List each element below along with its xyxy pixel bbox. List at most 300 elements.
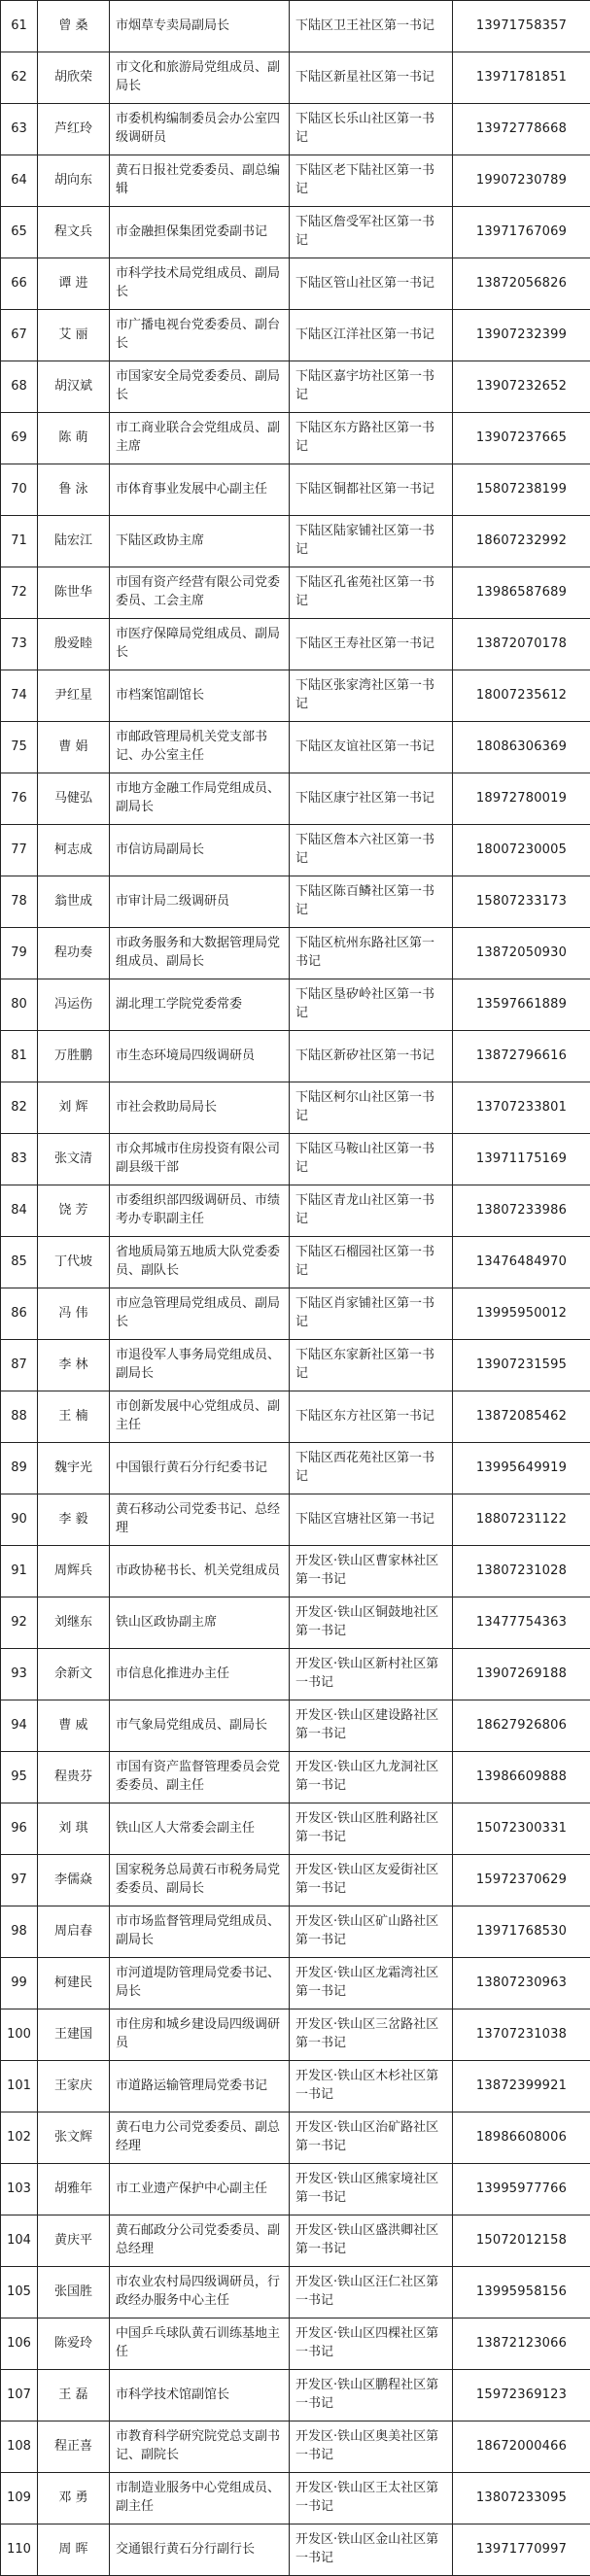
name-cell: 陈爱玲 <box>38 2318 110 2370</box>
row-number-cell: 72 <box>1 567 38 619</box>
name-cell: 陆宏江 <box>38 516 110 567</box>
position-cell: 市科学技术局党组成员、副局长 <box>110 258 290 310</box>
table-row <box>1 2370 590 2421</box>
table-row <box>1 1082 590 1134</box>
assigned-community-cell: 开发区·铁山区熊家境社区第一书记 <box>290 2164 453 2215</box>
name-cell: 胡欣荣 <box>38 52 110 104</box>
table-row <box>1 1340 590 1391</box>
position-cell: 市国家安全局党委委员、副局长 <box>110 361 290 413</box>
name-cell: 殷爱睦 <box>38 619 110 670</box>
phone-cell: 13971768530 <box>453 1906 590 1958</box>
position-cell: 市政协秘书长、机关党组成员 <box>110 1546 290 1597</box>
table-row <box>1 979 590 1031</box>
assigned-community-cell: 下陆区嘉宇坊社区第一书记 <box>290 361 453 413</box>
table-row <box>1 1134 590 1185</box>
position-cell: 市科学技术馆副馆长 <box>110 2370 290 2421</box>
name-cell: 魏宇光 <box>38 1443 110 1494</box>
position-cell: 市生态环境局四级调研员 <box>110 1031 290 1082</box>
name-cell: 程文兵 <box>38 207 110 258</box>
phone-cell: 13872050930 <box>453 928 590 979</box>
table-row <box>1 1752 590 1803</box>
phone-cell: 15807238199 <box>453 464 590 516</box>
table-row <box>1 1597 590 1649</box>
assigned-community-cell: 下陆区王寿社区第一书记 <box>290 619 453 670</box>
phone-cell: 13995649919 <box>453 1443 590 1494</box>
row-number-cell: 91 <box>1 1546 38 1597</box>
name-cell: 李 林 <box>38 1340 110 1391</box>
phone-cell: 13872123066 <box>453 2318 590 2370</box>
assigned-community-cell: 下陆区詹本六社区第一书记 <box>290 825 453 876</box>
name-cell: 程正喜 <box>38 2421 110 2473</box>
position-cell: 黄石移动公司党委书记、总经理 <box>110 1494 290 1546</box>
position-cell: 市众邦城市住房投资有限公司副县级干部 <box>110 1134 290 1185</box>
row-number-cell: 86 <box>1 1288 38 1340</box>
name-cell: 王 磊 <box>38 2370 110 2421</box>
row-number-cell: 62 <box>1 52 38 104</box>
name-cell: 王家庆 <box>38 2061 110 2112</box>
position-cell: 市制造业服务中心党组成员、副主任 <box>110 2473 290 2524</box>
position-cell: 市金融担保集团党委副书记 <box>110 207 290 258</box>
assigned-community-cell: 开发区·铁山区治矿路社区第一书记 <box>290 2112 453 2164</box>
table-row <box>1 1906 590 1958</box>
name-cell: 刘继东 <box>38 1597 110 1649</box>
position-cell: 省地质局第五地质大队党委委员、副队长 <box>110 1237 290 1288</box>
name-cell: 程功奏 <box>38 928 110 979</box>
name-cell: 胡雅年 <box>38 2164 110 2215</box>
row-number-cell: 90 <box>1 1494 38 1546</box>
phone-cell: 13971767069 <box>453 207 590 258</box>
assigned-community-cell: 开发区·铁山区三岔路社区第一书记 <box>290 2009 453 2061</box>
phone-cell: 18007235612 <box>453 670 590 722</box>
assigned-community-cell: 下陆区东家新社区第一书记 <box>290 1340 453 1391</box>
assigned-community-cell: 开发区·铁山区矿山路社区第一书记 <box>290 1906 453 1958</box>
position-cell: 市农业农村局四级调研员，行政经办服务中心主任 <box>110 2267 290 2318</box>
position-cell: 市烟草专卖局副局长 <box>110 1 290 52</box>
row-number-cell: 106 <box>1 2318 38 2370</box>
phone-cell: 13971758357 <box>453 1 590 52</box>
assigned-community-cell: 开发区·铁山区九龙洞社区第一书记 <box>290 1752 453 1803</box>
name-cell: 丁代坡 <box>38 1237 110 1288</box>
phone-cell: 18607232992 <box>453 516 590 567</box>
position-cell: 市住房和城乡建设局四级调研员 <box>110 2009 290 2061</box>
table-row <box>1 310 590 361</box>
row-number-cell: 96 <box>1 1803 38 1855</box>
row-number-cell: 76 <box>1 773 38 825</box>
position-cell: 下陆区政协主席 <box>110 516 290 567</box>
phone-cell: 18007230005 <box>453 825 590 876</box>
assigned-community-cell: 开发区·铁山区建设路社区第一书记 <box>290 1700 453 1752</box>
position-cell: 市道路运输管理局党委书记 <box>110 2061 290 2112</box>
table-row <box>1 207 590 258</box>
table-row <box>1 1855 590 1906</box>
phone-cell: 19907230789 <box>453 155 590 207</box>
phone-cell: 13807231028 <box>453 1546 590 1597</box>
row-number-cell: 99 <box>1 1958 38 2009</box>
table-row <box>1 928 590 979</box>
assigned-community-cell: 下陆区友谊社区第一书记 <box>290 722 453 773</box>
position-cell: 市创新发展中心党组成员、副主任 <box>110 1391 290 1443</box>
phone-cell: 13872070178 <box>453 619 590 670</box>
table-row <box>1 464 590 516</box>
position-cell: 市医疗保障局党组成员、副局长 <box>110 619 290 670</box>
table-row <box>1 2112 590 2164</box>
row-number-cell: 80 <box>1 979 38 1031</box>
table-row <box>1 2524 590 2576</box>
position-cell: 市信访局副局长 <box>110 825 290 876</box>
assigned-community-cell: 下陆区詹受军社区第一书记 <box>290 207 453 258</box>
phone-cell: 13907231595 <box>453 1340 590 1391</box>
position-cell: 铁山区政协副主席 <box>110 1597 290 1649</box>
row-number-cell: 81 <box>1 1031 38 1082</box>
assigned-community-cell: 开发区·铁山区龙霜湾社区第一书记 <box>290 1958 453 2009</box>
position-cell: 市工业遗产保护中心副主任 <box>110 2164 290 2215</box>
name-cell: 刘 辉 <box>38 1082 110 1134</box>
name-cell: 李儒焱 <box>38 1855 110 1906</box>
phone-cell: 15972370629 <box>453 1855 590 1906</box>
row-number-cell: 65 <box>1 207 38 258</box>
name-cell: 陈 萌 <box>38 413 110 464</box>
phone-cell: 18627926806 <box>453 1700 590 1752</box>
assigned-community-cell: 下陆区肖家铺社区第一书记 <box>290 1288 453 1340</box>
row-number-cell: 97 <box>1 1855 38 1906</box>
name-cell: 冯 伟 <box>38 1288 110 1340</box>
phone-cell: 13872399921 <box>453 2061 590 2112</box>
table-row <box>1 104 590 155</box>
name-cell: 黄庆平 <box>38 2215 110 2267</box>
phone-cell: 13872085462 <box>453 1391 590 1443</box>
phone-cell: 13807230963 <box>453 1958 590 2009</box>
table-row <box>1 1185 590 1237</box>
row-number-cell: 64 <box>1 155 38 207</box>
name-cell: 张文辉 <box>38 2112 110 2164</box>
phone-cell: 13986587689 <box>453 567 590 619</box>
table-row <box>1 258 590 310</box>
name-cell: 万胜鹏 <box>38 1031 110 1082</box>
assigned-community-cell: 下陆区铜都社区第一书记 <box>290 464 453 516</box>
assigned-community-cell: 下陆区管山社区第一书记 <box>290 258 453 310</box>
phone-cell: 13907232399 <box>453 310 590 361</box>
phone-cell: 13971770997 <box>453 2524 590 2576</box>
name-cell: 鲁 泳 <box>38 464 110 516</box>
assigned-community-cell: 开发区·铁山区新村社区第一书记 <box>290 1649 453 1700</box>
assigned-community-cell: 下陆区孔雀苑社区第一书记 <box>290 567 453 619</box>
assigned-community-cell: 开发区·铁山区四棵社区第一书记 <box>290 2318 453 2370</box>
name-cell: 李 毅 <box>38 1494 110 1546</box>
name-cell: 周辉兵 <box>38 1546 110 1597</box>
table-row <box>1 1391 590 1443</box>
row-number-cell: 74 <box>1 670 38 722</box>
position-cell: 市教育科学研究院党总支副书记、副院长 <box>110 2421 290 2473</box>
name-cell: 谭 进 <box>38 258 110 310</box>
table-row <box>1 1958 590 2009</box>
table-row <box>1 619 590 670</box>
name-cell: 程贵芬 <box>38 1752 110 1803</box>
assigned-community-cell: 下陆区新星社区第一书记 <box>290 52 453 104</box>
position-cell: 市委组织部四级调研员、市绩考办专职副主任 <box>110 1185 290 1237</box>
phone-cell: 18807231122 <box>453 1494 590 1546</box>
assigned-community-cell: 下陆区马鞍山社区第一书记 <box>290 1134 453 1185</box>
position-cell: 市国有资产经营有限公司党委委员、工会主席 <box>110 567 290 619</box>
position-cell: 交通银行黄石分行副行长 <box>110 2524 290 2576</box>
phone-cell: 13807233095 <box>453 2473 590 2524</box>
row-number-cell: 110 <box>1 2524 38 2576</box>
table-row <box>1 516 590 567</box>
assigned-community-cell: 开发区·铁山区汪仁社区第一书记 <box>290 2267 453 2318</box>
position-cell: 黄石日报社党委委员、副总编辑 <box>110 155 290 207</box>
row-number-cell: 92 <box>1 1597 38 1649</box>
name-cell: 王 楠 <box>38 1391 110 1443</box>
phone-cell: 18986608006 <box>453 2112 590 2164</box>
row-number-cell: 87 <box>1 1340 38 1391</box>
assigned-community-cell: 开发区·铁山区奥美社区第一书记 <box>290 2421 453 2473</box>
assigned-community-cell: 下陆区陈百鳞社区第一书记 <box>290 876 453 928</box>
phone-cell: 15072012158 <box>453 2215 590 2267</box>
position-cell: 市信息化推进办主任 <box>110 1649 290 1700</box>
assigned-community-cell: 开发区·铁山区铜鼓地社区第一书记 <box>290 1597 453 1649</box>
name-cell: 曹 威 <box>38 1700 110 1752</box>
row-number-cell: 73 <box>1 619 38 670</box>
position-cell: 黄石电力公司党委委员、副总经理 <box>110 2112 290 2164</box>
table-row <box>1 825 590 876</box>
position-cell: 市地方金融工作局党组成员、副局长 <box>110 773 290 825</box>
position-cell: 市退役军人事务局党组成员、副局长 <box>110 1340 290 1391</box>
row-number-cell: 103 <box>1 2164 38 2215</box>
assigned-community-cell: 下陆区垦矽岭社区第一书记 <box>290 979 453 1031</box>
phone-cell: 13972778668 <box>453 104 590 155</box>
table-row <box>1 155 590 207</box>
row-number-cell: 61 <box>1 1 38 52</box>
row-number-cell: 108 <box>1 2421 38 2473</box>
name-cell: 周启春 <box>38 1906 110 1958</box>
name-cell: 刘 琪 <box>38 1803 110 1855</box>
assigned-community-cell: 开发区·铁山区木杉社区第一书记 <box>290 2061 453 2112</box>
name-cell: 冯运伤 <box>38 979 110 1031</box>
phone-cell: 13995950012 <box>453 1288 590 1340</box>
assigned-community-cell: 开发区·铁山区友爱街社区第一书记 <box>290 1855 453 1906</box>
roster-body <box>1 1 590 2576</box>
phone-cell: 13477754363 <box>453 1597 590 1649</box>
row-number-cell: 79 <box>1 928 38 979</box>
phone-cell: 18086306369 <box>453 722 590 773</box>
phone-cell: 13995958156 <box>453 2267 590 2318</box>
row-number-cell: 93 <box>1 1649 38 1700</box>
row-number-cell: 70 <box>1 464 38 516</box>
phone-cell: 13986609888 <box>453 1752 590 1803</box>
phone-cell: 15807233173 <box>453 876 590 928</box>
phone-cell: 13476484970 <box>453 1237 590 1288</box>
assigned-community-cell: 下陆区江洋社区第一书记 <box>290 310 453 361</box>
row-number-cell: 100 <box>1 2009 38 2061</box>
table-row <box>1 567 590 619</box>
position-cell: 市气象局党组成员、副局长 <box>110 1700 290 1752</box>
row-number-cell: 71 <box>1 516 38 567</box>
table-row <box>1 2421 590 2473</box>
name-cell: 胡汉斌 <box>38 361 110 413</box>
row-number-cell: 101 <box>1 2061 38 2112</box>
phone-cell: 13597661889 <box>453 979 590 1031</box>
row-number-cell: 82 <box>1 1082 38 1134</box>
assigned-community-cell: 下陆区张家湾社区第一书记 <box>290 670 453 722</box>
position-cell: 市市场监督管理局党组成员、副局长 <box>110 1906 290 1958</box>
assigned-community-cell: 下陆区柯尔山社区第一书记 <box>290 1082 453 1134</box>
name-cell: 余新文 <box>38 1649 110 1700</box>
name-cell: 邓 勇 <box>38 2473 110 2524</box>
row-number-cell: 75 <box>1 722 38 773</box>
assigned-community-cell: 下陆区卫王社区第一书记 <box>290 1 453 52</box>
position-cell: 市邮政管理局机关党支部书记、办公室主任 <box>110 722 290 773</box>
position-cell: 市档案馆副馆长 <box>110 670 290 722</box>
assigned-community-cell: 下陆区新矽社区第一书记 <box>290 1031 453 1082</box>
row-number-cell: 85 <box>1 1237 38 1288</box>
position-cell: 黄石邮政分公司党委委员、副总经理 <box>110 2215 290 2267</box>
phone-cell: 13872796616 <box>453 1031 590 1082</box>
phone-cell: 15972369123 <box>453 2370 590 2421</box>
assigned-community-cell: 下陆区青龙山社区第一书记 <box>290 1185 453 1237</box>
row-number-cell: 94 <box>1 1700 38 1752</box>
position-cell: 国家税务总局黄石市税务局党委委员、副局长 <box>110 1855 290 1906</box>
name-cell: 马健弘 <box>38 773 110 825</box>
position-cell: 市体育事业发展中心副主任 <box>110 464 290 516</box>
table-row <box>1 1700 590 1752</box>
table-row <box>1 876 590 928</box>
position-cell: 市委机构编制委员会办公室四级调研员 <box>110 104 290 155</box>
table-row <box>1 722 590 773</box>
position-cell: 市审计局二级调研员 <box>110 876 290 928</box>
table-row <box>1 2473 590 2524</box>
table-row <box>1 1 590 52</box>
table-row <box>1 2267 590 2318</box>
phone-cell: 13971175169 <box>453 1134 590 1185</box>
table-row <box>1 1237 590 1288</box>
row-number-cell: 66 <box>1 258 38 310</box>
table-row <box>1 2009 590 2061</box>
assigned-community-cell: 开发区·铁山区胜利路社区第一书记 <box>290 1803 453 1855</box>
name-cell: 胡向东 <box>38 155 110 207</box>
row-number-cell: 98 <box>1 1906 38 1958</box>
phone-cell: 13907237665 <box>453 413 590 464</box>
row-number-cell: 83 <box>1 1134 38 1185</box>
name-cell: 柯建民 <box>38 1958 110 2009</box>
phone-cell: 18672000466 <box>453 2421 590 2473</box>
row-number-cell: 77 <box>1 825 38 876</box>
row-number-cell: 109 <box>1 2473 38 2524</box>
name-cell: 尹红星 <box>38 670 110 722</box>
assigned-community-cell: 下陆区杭州东路社区第一书记 <box>290 928 453 979</box>
row-number-cell: 95 <box>1 1752 38 1803</box>
assigned-community-cell: 下陆区西花苑社区第一书记 <box>290 1443 453 1494</box>
assigned-community-cell: 下陆区东方路社区第一书记 <box>290 413 453 464</box>
table-row <box>1 1803 590 1855</box>
assigned-community-cell: 下陆区康宁社区第一书记 <box>290 773 453 825</box>
table-row <box>1 1288 590 1340</box>
row-number-cell: 67 <box>1 310 38 361</box>
row-number-cell: 63 <box>1 104 38 155</box>
position-cell: 市河道堤防管理局党委书记、局长 <box>110 1958 290 2009</box>
position-cell: 市文化和旅游局党组成员、副局长 <box>110 52 290 104</box>
table-row <box>1 413 590 464</box>
assigned-community-cell: 下陆区宫塘社区第一书记 <box>290 1494 453 1546</box>
row-number-cell: 107 <box>1 2370 38 2421</box>
name-cell: 曹 娟 <box>38 722 110 773</box>
row-number-cell: 84 <box>1 1185 38 1237</box>
name-cell: 芦红玲 <box>38 104 110 155</box>
position-cell: 市广播电视台党委委员、副台长 <box>110 310 290 361</box>
position-cell: 市工商业联合会党组成员、副主席 <box>110 413 290 464</box>
table-row <box>1 2215 590 2267</box>
table-row <box>1 2061 590 2112</box>
name-cell: 张文清 <box>38 1134 110 1185</box>
assigned-community-cell: 开发区·铁山区鹏程社区第一书记 <box>290 2370 453 2421</box>
table-row <box>1 1443 590 1494</box>
table-row <box>1 52 590 104</box>
row-number-cell: 102 <box>1 2112 38 2164</box>
position-cell: 市社会救助局局长 <box>110 1082 290 1134</box>
assigned-community-cell: 下陆区东方社区第一书记 <box>290 1391 453 1443</box>
assigned-community-cell: 下陆区陆家铺社区第一书记 <box>290 516 453 567</box>
row-number-cell: 104 <box>1 2215 38 2267</box>
position-cell: 铁山区人大常委会副主任 <box>110 1803 290 1855</box>
name-cell: 曾 桑 <box>38 1 110 52</box>
table-row <box>1 2318 590 2370</box>
row-number-cell: 105 <box>1 2267 38 2318</box>
row-number-cell: 69 <box>1 413 38 464</box>
phone-cell: 13872056826 <box>453 258 590 310</box>
assigned-community-cell: 开发区·铁山区曹家林社区第一书记 <box>290 1546 453 1597</box>
name-cell: 张国胜 <box>38 2267 110 2318</box>
row-number-cell: 88 <box>1 1391 38 1443</box>
table-row <box>1 361 590 413</box>
row-number-cell: 78 <box>1 876 38 928</box>
position-cell: 市应急管理局党组成员、副局长 <box>110 1288 290 1340</box>
phone-cell: 13907232652 <box>453 361 590 413</box>
assigned-community-cell: 下陆区石榴园社区第一书记 <box>290 1237 453 1288</box>
row-number-cell: 89 <box>1 1443 38 1494</box>
table-row <box>1 1649 590 1700</box>
name-cell: 陈世华 <box>38 567 110 619</box>
position-cell: 中国银行黄石分行纪委书记 <box>110 1443 290 1494</box>
table-row <box>1 1031 590 1082</box>
table-row <box>1 670 590 722</box>
position-cell: 市国有资产监督管理委员会党委委员、副主任 <box>110 1752 290 1803</box>
phone-cell: 13807233986 <box>453 1185 590 1237</box>
assigned-community-cell: 下陆区长乐山社区第一书记 <box>290 104 453 155</box>
phone-cell: 15072300331 <box>453 1803 590 1855</box>
table-row <box>1 773 590 825</box>
row-number-cell: 68 <box>1 361 38 413</box>
assigned-community-cell: 开发区·铁山区盛洪卿社区第一书记 <box>290 2215 453 2267</box>
table-row <box>1 2164 590 2215</box>
phone-cell: 13907269188 <box>453 1649 590 1700</box>
assigned-community-cell: 下陆区老下陆社区第一书记 <box>290 155 453 207</box>
assigned-community-cell: 开发区·铁山区金山社区第一书记 <box>290 2524 453 2576</box>
name-cell: 饶 芳 <box>38 1185 110 1237</box>
phone-cell: 13971781851 <box>453 52 590 104</box>
phone-cell: 18972780019 <box>453 773 590 825</box>
position-cell: 中国乒乓球队黄石训练基地主任 <box>110 2318 290 2370</box>
name-cell: 翁世成 <box>38 876 110 928</box>
name-cell: 柯志成 <box>38 825 110 876</box>
table-row <box>1 1546 590 1597</box>
assigned-community-cell: 开发区·铁山区王太社区第一书记 <box>290 2473 453 2524</box>
table-row <box>1 1494 590 1546</box>
phone-cell: 13707231038 <box>453 2009 590 2061</box>
position-cell: 市政务服务和大数据管理局党组成员、副局长 <box>110 928 290 979</box>
name-cell: 周 晖 <box>38 2524 110 2576</box>
position-cell: 湖北理工学院党委常委 <box>110 979 290 1031</box>
phone-cell: 13995977766 <box>453 2164 590 2215</box>
phone-cell: 13707233801 <box>453 1082 590 1134</box>
name-cell: 艾 丽 <box>38 310 110 361</box>
